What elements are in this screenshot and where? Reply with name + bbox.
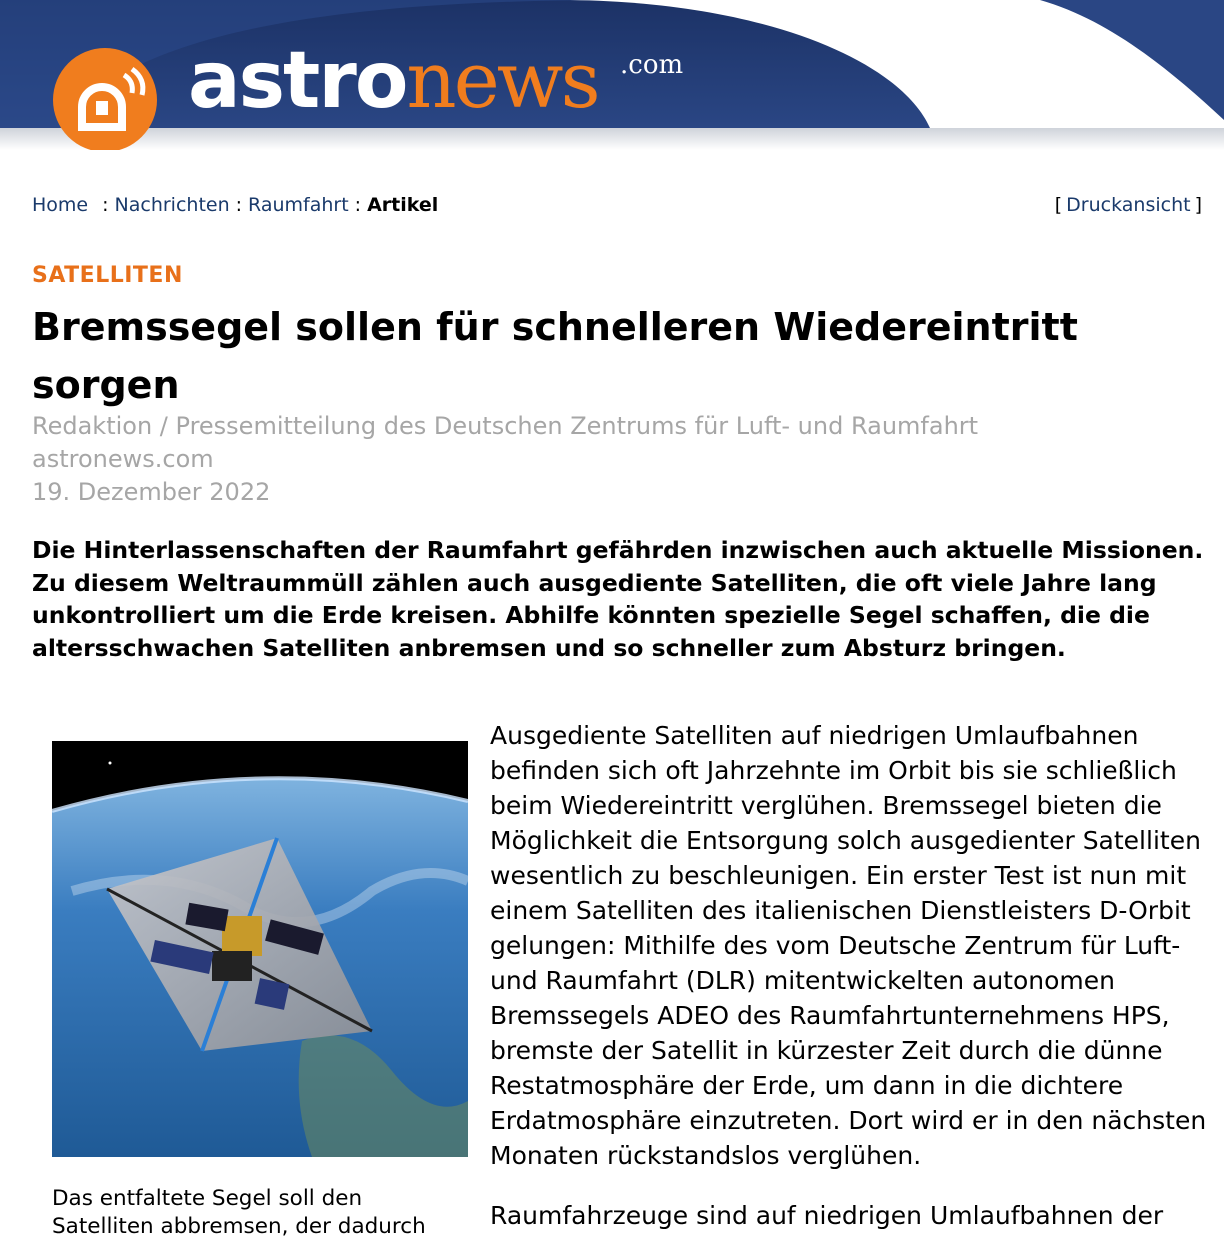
article-paragraph: Raumfahrzeuge sind auf niedrigen Umlaufbahnen der	[490, 1201, 1164, 1230]
article-date: 19. Dezember 2022	[32, 478, 271, 506]
figure-caption: Das entfaltete Segel soll den Satelliten abbremsen, der dadurch	[52, 1186, 426, 1239]
wordmark-astro: astro	[188, 36, 407, 126]
breadcrumb-separator: :	[235, 194, 243, 216]
astronews-logo-icon[interactable]	[52, 47, 158, 150]
breadcrumb-separator: :	[354, 194, 362, 216]
breadcrumb-home[interactable]: Home	[32, 194, 89, 216]
article-title: Bremssegel sollen für schnelleren Wiedereintritt sorgen	[32, 305, 1078, 407]
print-view-link-wrapper	[1055, 194, 1202, 216]
print-view-link[interactable]: Druckansicht	[1066, 194, 1191, 216]
article-lead: Die Hinterlassenschaften der Raumfahrt gefährden inzwischen auch aktuelle Missionen. Zu diesem Weltraummüll zählen auch ausgediente Satelliten, die oft viele Jahre lang unkontrolliert um die Erde kreisen. Abhilfe könnten spezielle Segel schaffen, die die altersschwachen Satelliten anbremsen und so schneller zum Absturz bringen.	[32, 536, 1204, 662]
breadcrumb-nachrichten[interactable]: Nachrichten	[114, 194, 230, 216]
breadcrumb	[32, 194, 438, 216]
header-background	[0, 0, 1224, 150]
article-source: astronews.com	[32, 445, 214, 473]
article-body	[490, 718, 1210, 1258]
article-paragraph: Ausgediente Satelliten auf niedrigen Umlaufbahnen befinden sich oft Jahrzehnte im Orbit bis sie schließlich beim Wiedereintritt verglühen. Bremssegel bieten die Möglichkeit die Entsorgung solch ausgedienter Satelliten wesentlich zu beschleunigen. Ein erster Test ist nun mit einem Satelliten des italienischen Dienstleisters D-Orbit gelungen: Mithilfe des vom Deutsche Zentrum für Luft- und Raumfahrt (DLR) mitentwickelten autonomen Bremssegels ADEO des Raumfahrtunternehmens HPS, bremste der Satellit in kürzester Zeit durch die dünne Restatmosphäre der Erde, um dann in die dichtere Erdatmosphäre einzutreten. Dort wird er in den nächsten Monaten rückstandslos verglühen.	[490, 721, 1207, 1170]
article-meta	[32, 410, 978, 509]
site-header	[0, 0, 1224, 150]
breadcrumb-raumfahrt[interactable]: Raumfahrt	[248, 194, 349, 216]
article-figure-image[interactable]	[52, 741, 468, 1157]
wordmark-dotcom: .com	[620, 50, 684, 80]
article-category: SATELLITEN	[32, 263, 183, 288]
wordmark-news: news	[406, 36, 598, 126]
satellite-brake-sail-illustration	[52, 741, 468, 1157]
bracket-open: [	[1054, 194, 1063, 216]
article-author: Redaktion / Pressemitteilung des Deutschen Zentrums für Luft- und Raumfahrt	[32, 412, 979, 440]
astronews-wordmark[interactable]	[188, 36, 598, 126]
bracket-close: ]	[1194, 194, 1202, 216]
breadcrumb-separator: :	[102, 194, 109, 216]
breadcrumb-current: Artikel	[367, 194, 439, 216]
